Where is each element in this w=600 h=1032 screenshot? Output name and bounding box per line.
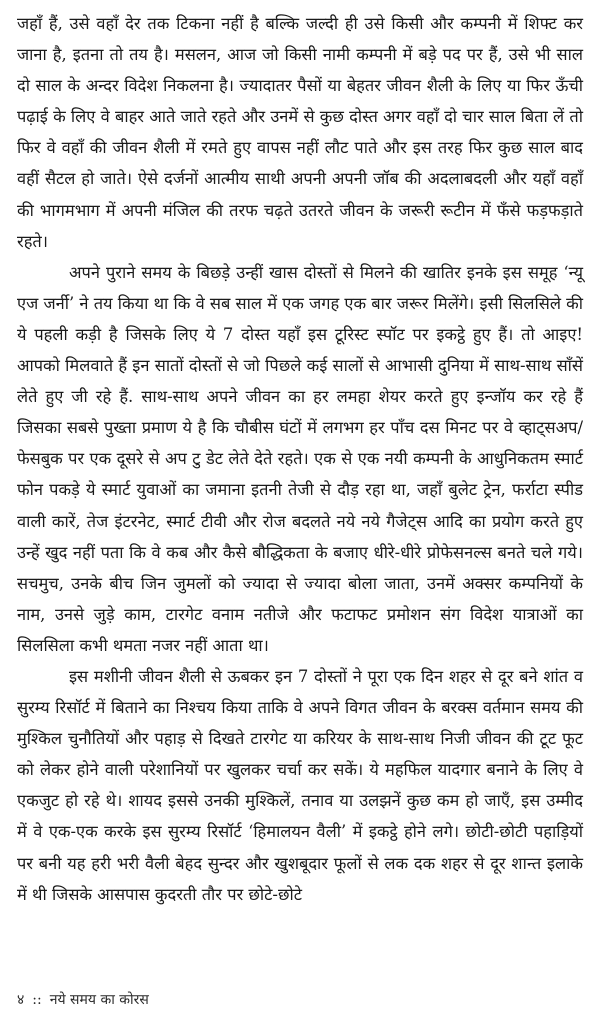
book-title: नये समय का कोरस (49, 992, 149, 1008)
page-number: ४ (17, 992, 25, 1008)
footer-separator: :: (32, 992, 42, 1008)
paragraph-1: जहाँ हैं, उसे वहाँ देर तक टिकना नहीं है बल्कि जल्दी ही उसे किसी और कम्पनी में शिफ्ट कर जाना है, इतना तो तय है। मसलन, आज जो किसी नामी कम्पनी में बड़े पद पर हैं, उसे भी साल दो साल के अन्दर विदेश निकलना है। ज्यादातर पैसों या बेहतर जीवन शैली के लिए या फिर ऊँची पढ़ाई के लिए वे बाहर आते जाते रहते और उनमें से कुछ दोस्त अगर वहाँ दो चार साल बिता लें तो फिर वे वहाँ की जीवन शैली में रमते हुए वापस नहीं लौट पाते और इस तरह फिर कुछ साल बाद वहीं सैटल हो जाते। ऐसे दर्जनों आत्मीय साथी अपनी अपनी जॉब की अदलाबदली और यहाँ वहाँ की भागमभाग में अपनी मंजिल की तरफ चढ़ते उतरते जीवन के जरूरी रूटीन में फँसे फड़फड़ाते रहते। (17, 14, 583, 251)
page-body (17, 8, 583, 1008)
page-footer (17, 990, 157, 1010)
paragraph-2: अपने पुराने समय के बिछड़े उन्हीं खास दोस्तों से मिलने की खातिर इनके इस समूह ‘न्यू एज जर्नी’ ने तय किया था कि वे सब साल में एक जगह एक बार जरूर मिलेंगे। इसी सिलसिले की ये पहली कड़ी है जिसके लिए ये 7 दोस्त यहाँ इस टूरिस्ट स्पॉट पर इकट्ठे हुए हैं। तो आइए! आपको मिलवाते हैं इन सातों दोस्तों से जो पिछले कई सालों से आभासी दुनिया में साथ-साथ साँसें लेते हुए जी रहे हैं. साथ-साथ अपने जीवन का हर लमहा शेयर करते हुए इन्जॉय कर रहे हैं जिसका सबसे पुख्ता प्रमाण ये है कि चौबीस घंटों में लगभग हर पाँच दस मिनट पर वे व्हाट्सअप/फेसबुक पर एक दूसरे से अप टु डेट लेते देते रहते। एक से एक नयी कम्पनी के आधुनिकतम स्मार्ट फोन पकड़े ये स्मार्ट युवाओं का जमाना इतनी तेजी से दौड़ रहा था, जहाँ बुलेट ट्रेन, फर्राटा स्पीड वाली कारें, तेज इंटरनेट, स्मार्ट टीवी और रोज बदलते नये नये गैजेट्स आदि का प्रयोग करते हुए उन्हें खुद नहीं पता कि वे कब और कैसे बौद्धिकता के बजाए धीरे-धीरे प्रोफेसनल्स बनते चले गये। सचमुच, उनके बीच जिन जुमलों को ज्यादा से ज्यादा बोला जाता, उनमें अक्सर कम्पनियों के नाम, उनसे जुड़े काम, टारगेट वनाम नतीजे और फटाफट प्रमोशन संग विदेश यात्राओं का सिलसिला कभी थमता नजर नहीं आता था। (17, 262, 583, 655)
paragraph-3: इस मशीनी जीवन शैली से ऊबकर इन 7 दोस्तों ने पूरा एक दिन शहर से दूर बने शांत व सुरम्य रिसॉर्ट में बिताने का निश्चय किया ताकि वे अपने विगत जीवन के बरक्स वर्तमान समय की मुश्किल चुनौतियों और पहाड़ से दिखते टारगेट या करियर के साथ-साथ निजी जीवन की टूट फूट को लेकर होने वाली परेशानियों पर खुलकर चर्चा कर सकें। ये महफिल यादगार बनाने के लिए वे एकजुट हो रहे थे। शायद इससे उनकी मुश्किलें, तनाव या उलझनें कुछ कम हो जाएँ, इस उम्मीद में वे एक-एक करके इस सुरम्य रिसॉर्ट ‘हिमालयन वैली’ में इकट्ठे होने लगे। छोटी-छोटी पहाड़ियों पर बनी यह हरी भरी वैली बेहद सुन्दर और खुशबूदार फूलों से लक दक शहर से दूर शान्त इलाके में थी जिसके आसपास कुदरती तौर पर छोटे-छोटे (17, 666, 583, 904)
